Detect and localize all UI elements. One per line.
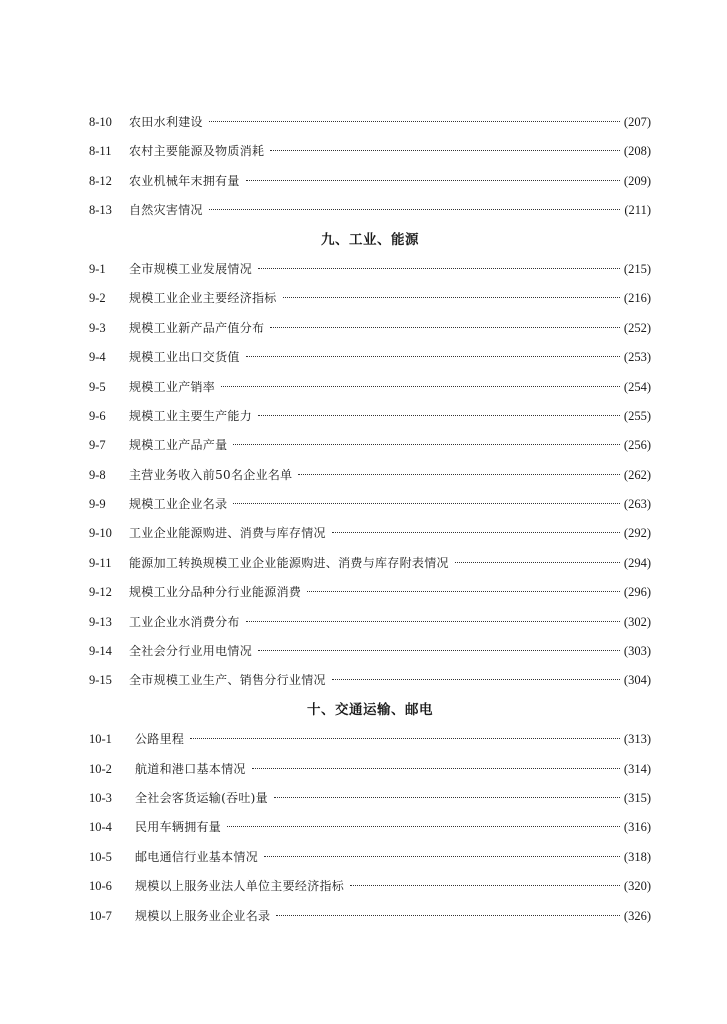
dot-leader [209,121,620,122]
entry-page-number: (262) [623,467,651,482]
table-of-contents [89,108,651,931]
dot-leader [270,150,620,151]
entry-number: 8-10 [89,115,112,129]
entry-title: 农田水利建设 [129,115,203,129]
dot-leader [227,826,620,827]
entry-title: 规模工业产销率 [129,379,216,394]
toc-entry[interactable] [89,284,651,313]
dot-leader [350,885,620,886]
entry-number: 9-13 [89,614,112,629]
entry-number: 9-5 [89,379,106,394]
entry-number: 9-9 [89,497,106,512]
entry-page-number: (314) [623,761,651,776]
entry-page-number: (292) [623,526,651,541]
entry-number: 8-13 [89,203,112,218]
toc-entry[interactable] [89,637,651,666]
toc-entry[interactable] [89,813,651,842]
toc-entry[interactable] [89,343,651,372]
entry-number: 9-12 [89,585,112,600]
entry-title: 全社会分行业用电情况 [129,644,253,659]
entry-title: 全市规模工业生产、销售分行业情况 [129,673,326,688]
entry-title: 民用车辆拥有量 [135,820,222,835]
entry-page-number: (315) [623,790,651,805]
entry-number: 10-3 [89,790,112,805]
toc-entry[interactable] [89,725,651,754]
entry-number: 10-4 [89,820,112,835]
entry-number: 9-10 [89,526,112,541]
entry-title: 规模工业企业名录 [129,497,228,512]
entry-title: 能源加工转换规模工业企业能源购进、消费与库存附表情况 [129,555,449,570]
entry-page-number: (208) [623,144,651,159]
entry-title: 规模以上服务业企业名录 [135,908,271,923]
toc-entry[interactable] [89,755,651,784]
entry-page-number: (303) [623,644,651,659]
toc-entry[interactable] [89,137,651,166]
entry-page-number: (215) [623,261,651,276]
section-heading: 九、工业、能源 [321,231,419,248]
entry-page-number: (316) [623,820,651,835]
dot-leader [298,474,619,475]
entry-title: 农村主要能源及物质消耗 [129,144,265,159]
entry-number: 8-12 [89,173,112,188]
entry-page-number: (263) [623,497,651,512]
entry-page-number: (304) [623,673,651,688]
entry-number: 10-7 [89,908,112,923]
dot-leader [252,768,620,769]
toc-entry[interactable] [89,373,651,402]
dot-leader [258,268,620,269]
entry-title: 自然灾害情况 [129,203,203,218]
entry-title: 规模工业产品产量 [129,438,228,453]
entry-number: 9-3 [89,320,106,335]
dot-leader [246,621,620,622]
toc-entry[interactable] [89,196,651,225]
dot-leader [274,797,620,798]
entry-page-number: (320) [623,879,651,894]
toc-entry[interactable] [89,666,651,695]
entry-number: 10-2 [89,761,112,776]
entry-page-number: (209) [623,173,651,188]
entry-page-number: (294) [623,555,651,570]
toc-entry[interactable] [89,578,651,607]
entry-number: 9-7 [89,438,106,453]
entry-page-number: (207) [623,115,651,129]
entry-number: 8-11 [89,144,112,159]
entry-title: 规模工业新产品产值分布 [129,320,265,335]
entry-page-number: (253) [623,350,651,365]
entry-title: 工业企业水消费分布 [129,614,240,629]
dot-leader [270,327,620,328]
dot-leader [246,356,620,357]
entry-number: 9-11 [89,555,112,570]
entry-title: 规模工业分品种分行业能源消费 [129,585,302,600]
entry-number: 9-15 [89,673,112,688]
entry-number: 10-6 [89,879,112,894]
entry-title: 全社会客货运输(吞吐)量 [135,790,268,805]
toc-entry[interactable] [89,784,651,813]
toc-entry[interactable] [89,461,651,490]
dot-leader [258,650,620,651]
dot-leader [246,180,620,181]
entry-number: 9-14 [89,644,112,659]
entry-title: 规模工业出口交货值 [129,350,240,365]
toc-entry[interactable] [89,314,651,343]
entry-number: 9-4 [89,350,106,365]
entry-title: 规模工业主要生产能力 [129,408,253,423]
toc-entry[interactable] [89,902,651,931]
entry-number: 9-2 [89,291,106,306]
dot-leader [233,444,620,445]
toc-entry[interactable] [89,549,651,578]
dot-leader [332,679,620,680]
toc-entry[interactable] [89,872,651,901]
toc-entry[interactable] [89,108,651,137]
dot-leader [307,591,620,592]
toc-entry[interactable] [89,431,651,460]
dot-leader [276,915,620,916]
entry-page-number: (302) [623,614,651,629]
entry-page-number: (313) [623,732,651,747]
dot-leader [190,738,620,739]
dot-leader [233,503,620,504]
entry-title: 工业企业能源购进、消费与库存情况 [129,526,326,541]
entry-page-number: (216) [623,291,651,306]
dot-leader [264,856,620,857]
entry-number: 10-5 [89,849,112,864]
toc-entry[interactable] [89,402,651,431]
entry-page-number: (326) [623,908,651,923]
entry-page-number: (252) [623,320,651,335]
entry-title: 主营业务收入前50名企业名单 [129,467,293,482]
dot-leader [332,532,620,533]
entry-page-number: (254) [623,379,651,394]
entry-page-number: (255) [623,408,651,423]
toc-entry[interactable] [89,167,651,196]
toc-entry[interactable] [89,490,651,519]
entry-title: 邮电通信行业基本情况 [135,849,259,864]
toc-entry[interactable] [89,843,651,872]
entry-page-number: (318) [623,849,651,864]
entry-page-number: (211) [624,203,651,218]
entry-title: 全市规模工业发展情况 [129,261,253,276]
entry-title: 规模工业企业主要经济指标 [129,291,277,306]
toc-entry[interactable] [89,519,651,548]
entry-title: 航道和港口基本情况 [135,761,246,776]
entry-number: 9-8 [89,467,106,482]
toc-entry[interactable] [89,255,651,284]
section-heading: 十、交通运输、邮电 [307,701,433,718]
entry-number: 10-1 [89,732,112,747]
entry-title: 规模以上服务业法人单位主要经济指标 [135,879,345,894]
entry-number: 9-1 [89,261,106,276]
dot-leader [258,415,620,416]
dot-leader [455,562,620,563]
toc-entry[interactable] [89,608,651,637]
dot-leader [283,297,620,298]
entry-page-number: (256) [623,438,651,453]
entry-number: 9-6 [89,408,106,423]
entry-page-number: (296) [623,585,651,600]
entry-title: 公路里程 [135,732,185,747]
dot-leader [209,209,621,210]
entry-title: 农业机械年末拥有量 [129,173,240,188]
dot-leader [221,386,620,387]
